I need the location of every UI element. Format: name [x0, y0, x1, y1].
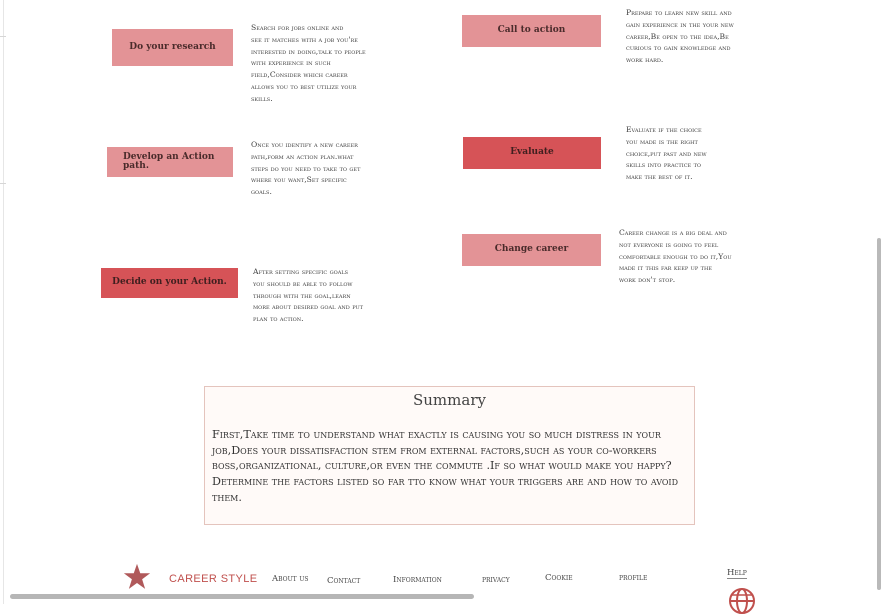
profile-link[interactable]: profile [619, 573, 648, 583]
evaluate-button[interactable]: Evaluate [463, 137, 601, 169]
summary-box [204, 386, 695, 525]
globe-icon[interactable] [728, 587, 756, 615]
vertical-scrollbar[interactable] [877, 238, 881, 590]
evaluate-description: Evaluate if the choice you made is the right choice,put past and new skills into practice to make the best of it. [626, 125, 707, 182]
research-description: Search for jobs online and see it matches with a job you're interested in doing,talk to people with experience in such field,Consider which career allows you to best utilize your skills. [251, 23, 366, 103]
change-career-description: Career change is a big deal and not everyone is going to feel comfortable enough to do it,You made it this far keep up the work don't stop. [619, 228, 732, 285]
develop-action-path-button[interactable]: Develop an Action path. [107, 147, 233, 177]
information-link[interactable]: Information [393, 575, 442, 585]
summary-text: First,Take time to understand what exactly is causing you so much distress in your job,Does your dissatisfaction stem from external factors,such as your co-workers boss,organizational, culture,or even the commute .If so what would make you happy? Determine the factors listed so far tto know what your triggers are and how to avoid them. [212, 428, 678, 504]
left-edge-rule [3, 0, 4, 604]
call-to-action-description: Prepare to learn new skill and gain experience in the your new career,Be open to the idea,Be curious to gain knowledge and work hard. [626, 8, 734, 65]
brand-name-link[interactable]: CAREER STYLE [169, 573, 258, 585]
about-us-link[interactable]: About us [272, 574, 309, 584]
star-icon[interactable] [122, 562, 152, 592]
left-edge-tick [0, 36, 6, 37]
help-link[interactable]: Help [727, 568, 747, 578]
cookie-link[interactable]: Cookie [545, 573, 573, 583]
horizontal-scrollbar[interactable] [10, 594, 474, 599]
change-career-button[interactable]: Change career [462, 234, 601, 266]
action-path-description: Once you identify a new career path,form an action plan.what steps do you need to take to get where you want,Set specific goals. [251, 140, 361, 197]
left-edge-tick [0, 183, 6, 184]
privacy-link[interactable]: privacy [482, 575, 510, 585]
do-your-research-button[interactable]: Do your research [112, 29, 233, 66]
decide-description: After setting specific goals you should be able to follow through with the goal,learn more about desired goal and put plan to action. [253, 267, 364, 324]
contact-link[interactable]: Contact [327, 576, 361, 586]
decide-on-action-button[interactable]: Decide on your Action. [101, 268, 238, 298]
summary-title: Summary [413, 391, 486, 409]
call-to-action-button[interactable]: Call to action [462, 15, 601, 47]
